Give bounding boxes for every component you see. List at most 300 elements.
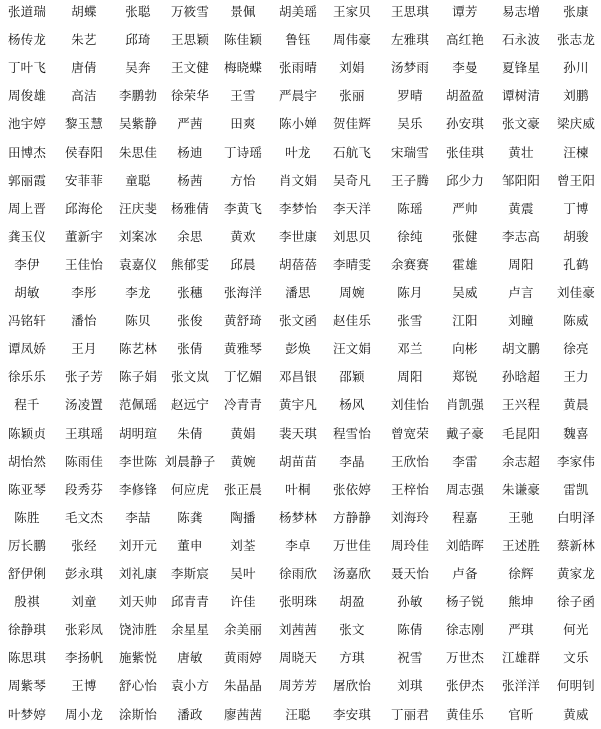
name-cell: 胡盈 xyxy=(339,594,365,610)
name-cell: 李世康 xyxy=(278,228,318,244)
name-cell: 黄雨婷 xyxy=(223,650,263,666)
name-cell: 左雅琪 xyxy=(390,32,430,48)
name-cell: 王文健 xyxy=(170,60,210,76)
name-cell: 白明泽 xyxy=(556,509,596,525)
name-cell: 吴乐 xyxy=(397,116,423,132)
name-cell: 杨雅倩 xyxy=(170,200,210,216)
name-cell: 王雪 xyxy=(230,88,256,104)
name-cell: 陈龚 xyxy=(177,509,203,525)
name-cell: 黄壮 xyxy=(508,144,534,160)
name-cell: 丁博 xyxy=(563,200,589,216)
name-cell: 黄雅琴 xyxy=(223,341,263,357)
name-cell: 段秀芬 xyxy=(64,481,104,497)
name-cell: 王梓怡 xyxy=(390,481,430,497)
name-cell: 徐荣华 xyxy=(170,88,210,104)
name-cell: 朱思佳 xyxy=(118,144,158,160)
name-cell: 程雪怡 xyxy=(332,425,372,441)
name-cell: 刘晨静子 xyxy=(164,453,216,469)
name-cell: 周婉 xyxy=(339,285,365,300)
name-cell: 刘娟 xyxy=(339,60,365,76)
name-cell: 杨传龙 xyxy=(7,32,47,48)
name-cell: 潘思 xyxy=(285,285,311,300)
name-cell: 陈亚琴 xyxy=(7,481,47,497)
name-row xyxy=(0,534,601,558)
name-cell: 陈月 xyxy=(397,285,423,300)
name-cell: 戴子豪 xyxy=(445,425,485,441)
name-cell: 饶沛胜 xyxy=(118,622,158,638)
name-cell: 张倩 xyxy=(177,341,203,357)
name-cell: 王博 xyxy=(71,678,97,694)
name-cell: 胡怡然 xyxy=(7,453,47,469)
name-cell: 朱艺 xyxy=(71,32,97,48)
name-row xyxy=(0,618,601,642)
name-cell: 徐乐乐 xyxy=(7,369,47,385)
name-row xyxy=(0,169,601,193)
name-cell: 孔鹤 xyxy=(563,256,589,272)
name-cell: 唐敏 xyxy=(177,650,203,666)
name-cell: 王琪瑶 xyxy=(64,425,104,441)
name-cell: 向彬 xyxy=(452,341,478,357)
name-cell: 侯春阳 xyxy=(64,144,104,160)
name-cell: 江阳 xyxy=(452,313,478,329)
name-cell: 严晨宇 xyxy=(278,88,318,104)
name-cell: 许佳 xyxy=(230,594,256,610)
name-cell: 周伟豪 xyxy=(332,32,372,48)
name-cell: 梁庆威 xyxy=(556,116,596,132)
name-row xyxy=(0,365,601,389)
name-cell: 黄震 xyxy=(508,200,534,216)
name-cell: 熊坤 xyxy=(508,594,534,610)
name-cell: 陈佳颖 xyxy=(223,32,263,48)
name-cell: 周上晋 xyxy=(7,200,47,216)
name-cell: 袁嘉仪 xyxy=(118,256,158,272)
name-row xyxy=(0,450,601,474)
name-cell: 田博杰 xyxy=(7,144,47,160)
name-cell: 胡蝶 xyxy=(71,4,97,19)
name-cell: 范佩瑶 xyxy=(118,397,158,413)
name-cell: 潘怡 xyxy=(71,313,97,329)
name-cell: 施紫悦 xyxy=(118,650,158,666)
name-cell: 黎玉慧 xyxy=(64,116,104,132)
name-cell: 潘政 xyxy=(177,706,203,722)
name-cell: 杨子锐 xyxy=(445,594,485,610)
name-cell: 张穗 xyxy=(177,285,203,300)
name-cell: 李扬帆 xyxy=(64,650,104,666)
name-cell: 刘海玲 xyxy=(390,509,430,525)
name-cell: 张彩凤 xyxy=(64,622,104,638)
name-cell: 方琪 xyxy=(339,650,365,666)
name-cell: 李志高 xyxy=(501,228,541,244)
name-cell: 雷凯 xyxy=(563,481,589,497)
name-cell: 吴奇凡 xyxy=(332,172,372,188)
name-cell: 袁小方 xyxy=(170,678,210,694)
name-row xyxy=(0,28,601,52)
name-cell: 刘琪 xyxy=(397,678,423,694)
name-cell: 唐倩 xyxy=(71,60,97,76)
name-cell: 王力 xyxy=(563,369,589,385)
name-cell: 张子芳 xyxy=(64,369,104,385)
name-cell: 张丽 xyxy=(339,88,365,104)
name-cell: 刘开元 xyxy=(118,537,158,553)
name-cell: 万世佳 xyxy=(332,537,372,553)
name-cell: 王兴程 xyxy=(501,397,541,413)
name-cell: 吴奔 xyxy=(125,60,151,76)
name-cell: 张依婷 xyxy=(332,481,372,497)
name-row xyxy=(0,590,601,614)
name-cell: 王子腾 xyxy=(390,172,430,188)
name-cell: 王佳怡 xyxy=(64,256,104,272)
name-row xyxy=(0,337,601,361)
name-cell: 廖茜茜 xyxy=(223,706,263,722)
name-cell: 汪庆斐 xyxy=(118,200,158,216)
name-cell: 聂天怡 xyxy=(390,566,430,581)
name-cell: 肖文娟 xyxy=(278,172,318,188)
name-cell: 张明珠 xyxy=(278,594,318,610)
name-cell: 江雄群 xyxy=(501,650,541,666)
name-cell: 祝雪 xyxy=(397,650,423,666)
name-cell: 罗晴 xyxy=(397,88,423,104)
name-cell: 张正晨 xyxy=(223,481,263,497)
name-cell: 徐雨欣 xyxy=(278,566,318,581)
name-cell: 童聪 xyxy=(125,172,151,188)
name-cell: 梅晓蝶 xyxy=(223,60,263,76)
name-cell: 殷祺 xyxy=(14,594,40,610)
name-row xyxy=(0,506,601,530)
name-cell: 曾宽荣 xyxy=(390,425,430,441)
name-cell: 徐子函 xyxy=(556,594,596,610)
name-cell: 张佳琪 xyxy=(445,144,485,160)
name-cell: 王欣怡 xyxy=(390,453,430,469)
name-row xyxy=(0,225,601,249)
name-cell: 程千 xyxy=(14,397,40,413)
name-cell: 官昕 xyxy=(508,706,534,722)
name-cell: 李彤 xyxy=(71,285,97,300)
name-cell: 涂斯怡 xyxy=(118,706,158,722)
name-cell: 胡苗苗 xyxy=(278,453,318,469)
name-cell: 徐辉 xyxy=(508,566,534,581)
name-cell: 严茜 xyxy=(177,116,203,132)
name-cell: 毛昆阳 xyxy=(501,425,541,441)
name-cell: 周志强 xyxy=(445,481,485,497)
name-cell: 曾王阳 xyxy=(556,172,596,188)
name-cell: 舒伊俐 xyxy=(7,566,47,581)
name-row xyxy=(0,646,601,670)
name-cell: 李鹏勃 xyxy=(118,88,158,104)
name-cell: 朱倩 xyxy=(177,425,203,441)
name-cell: 黄欢 xyxy=(230,228,256,244)
name-row xyxy=(0,84,601,108)
name-row xyxy=(0,562,601,586)
name-cell: 李晶 xyxy=(339,453,365,469)
name-cell: 景佩 xyxy=(230,4,256,19)
name-cell: 董新宇 xyxy=(64,228,104,244)
name-cell: 孙川 xyxy=(563,60,589,76)
name-cell: 周阳 xyxy=(508,256,534,272)
name-cell: 陈小婵 xyxy=(278,116,318,132)
name-cell: 丁叶飞 xyxy=(7,60,47,76)
name-cell: 张志龙 xyxy=(556,32,596,48)
name-cell: 刘瞳 xyxy=(508,313,534,329)
name-cell: 汤嘉欣 xyxy=(332,566,372,581)
name-cell: 吴紫静 xyxy=(118,116,158,132)
name-cell: 余赛赛 xyxy=(390,256,430,272)
name-cell: 黄舒琦 xyxy=(223,313,263,329)
name-cell: 屠欣怡 xyxy=(332,678,372,694)
name-cell: 叶龙 xyxy=(285,144,311,160)
name-cell: 余星星 xyxy=(170,622,210,638)
name-row xyxy=(0,674,601,698)
name-cell: 霍雄 xyxy=(452,256,478,272)
name-cell: 龚玉仪 xyxy=(7,228,47,244)
name-cell: 刘童 xyxy=(71,594,97,610)
name-cell: 陈倩 xyxy=(397,622,423,638)
name-cell: 杨迪 xyxy=(177,144,203,160)
name-cell: 方静静 xyxy=(332,509,372,525)
name-cell: 谭凤娇 xyxy=(7,341,47,357)
name-cell: 肖凯强 xyxy=(445,397,485,413)
name-cell: 邵颖 xyxy=(339,369,365,385)
name-cell: 陈贝 xyxy=(125,313,151,329)
name-cell: 李曼 xyxy=(452,60,478,76)
name-cell: 李世陈 xyxy=(118,453,158,469)
name-cell: 张文 xyxy=(339,622,365,638)
name-cell: 黄娟 xyxy=(230,425,256,441)
name-row xyxy=(0,281,601,305)
name-row xyxy=(0,478,601,502)
name-cell: 谭芳 xyxy=(452,4,478,19)
name-cell: 陈威 xyxy=(563,313,589,329)
name-cell: 毛文杰 xyxy=(64,509,104,525)
name-cell: 冷青青 xyxy=(223,397,263,413)
name-cell: 周阳 xyxy=(397,369,423,385)
name-cell: 刘礼康 xyxy=(118,566,158,581)
name-cell: 邱青青 xyxy=(170,594,210,610)
name-row xyxy=(0,141,601,165)
name-cell: 胡敏 xyxy=(14,285,40,300)
name-cell: 李修锋 xyxy=(118,481,158,497)
name-cell: 万筱雪 xyxy=(170,4,210,19)
name-cell: 孙晗超 xyxy=(501,369,541,385)
name-cell: 刘茜茜 xyxy=(278,622,318,638)
name-cell: 石航飞 xyxy=(332,144,372,160)
name-cell: 田爽 xyxy=(230,116,256,132)
name-row xyxy=(0,253,601,277)
name-cell: 刘案冰 xyxy=(118,228,158,244)
name-cell: 鲁钰 xyxy=(285,32,311,48)
name-cell: 杨茜 xyxy=(177,172,203,188)
name-cell: 张经 xyxy=(71,537,97,553)
name-cell: 邱琦 xyxy=(125,32,151,48)
name-cell: 刘鹏 xyxy=(563,88,589,104)
name-cell: 周紫琴 xyxy=(7,678,47,694)
name-cell: 周俊雄 xyxy=(7,88,47,104)
name-cell: 周玲佳 xyxy=(390,537,430,553)
name-cell: 舒心怡 xyxy=(118,678,158,694)
name-cell: 刘皓晖 xyxy=(445,537,485,553)
name-cell: 董申 xyxy=(177,537,203,553)
name-cell: 李卓 xyxy=(285,537,311,553)
name-cell: 胡美瑶 xyxy=(278,4,318,19)
name-cell: 周小龙 xyxy=(64,706,104,722)
name-cell: 张健 xyxy=(452,228,478,244)
name-cell: 张文函 xyxy=(278,313,318,329)
name-cell: 郑锐 xyxy=(452,369,478,385)
name-cell: 胡文鹏 xyxy=(501,341,541,357)
name-cell: 刘荃 xyxy=(230,537,256,553)
name-cell: 池宇婷 xyxy=(7,116,47,132)
name-cell: 李雷 xyxy=(452,453,478,469)
name-cell: 陈胜 xyxy=(14,509,40,525)
name-cell: 丁诗瑶 xyxy=(223,144,263,160)
name-cell: 何光 xyxy=(563,622,589,638)
name-cell: 王月 xyxy=(71,341,97,357)
name-cell: 刘佳怡 xyxy=(390,397,430,413)
name-cell: 杨风 xyxy=(339,397,365,413)
name-cell: 张文豪 xyxy=(501,116,541,132)
name-cell: 刘天帅 xyxy=(118,594,158,610)
name-cell: 叶桐 xyxy=(285,481,311,497)
name-cell: 陈瑶 xyxy=(397,200,423,216)
name-cell: 张伊杰 xyxy=(445,678,485,694)
name-cell: 徐静琪 xyxy=(7,622,47,638)
name-cell: 彭焕 xyxy=(285,341,311,357)
name-cell: 邓兰 xyxy=(397,341,423,357)
name-cell: 李龙 xyxy=(125,285,151,300)
name-cell: 王驰 xyxy=(508,509,534,525)
name-cell: 万世杰 xyxy=(445,650,485,666)
name-cell: 贺佳辉 xyxy=(332,116,372,132)
name-cell: 何明钊 xyxy=(556,678,596,694)
name-cell: 李天洋 xyxy=(332,200,372,216)
name-cell: 安菲菲 xyxy=(64,172,104,188)
name-cell: 卢备 xyxy=(452,566,478,581)
name-cell: 邱海伦 xyxy=(64,200,104,216)
name-cell: 叶梦婷 xyxy=(7,706,47,722)
name-cell: 邱晨 xyxy=(230,256,256,272)
name-cell: 张康 xyxy=(563,4,589,19)
name-cell: 黄晨 xyxy=(563,397,589,413)
name-cell: 高红艳 xyxy=(445,32,485,48)
name-cell: 孙敏 xyxy=(397,594,423,610)
name-cell: 吴叶 xyxy=(230,566,256,581)
name-cell: 汤凌置 xyxy=(64,397,104,413)
name-cell: 张聪 xyxy=(125,4,151,19)
name-cell: 王述胜 xyxy=(501,537,541,553)
name-row xyxy=(0,422,601,446)
name-cell: 石永波 xyxy=(501,32,541,48)
name-cell: 周晓天 xyxy=(278,650,318,666)
name-cell: 冯铭轩 xyxy=(7,313,47,329)
name-cell: 王家贝 xyxy=(332,4,372,19)
name-cell: 王思琪 xyxy=(390,4,430,19)
name-cell: 张雪 xyxy=(397,313,423,329)
name-cell: 李晴雯 xyxy=(332,256,372,272)
name-cell: 程嘉 xyxy=(452,509,478,525)
name-cell: 邓昌银 xyxy=(278,369,318,385)
name-cell: 何应虎 xyxy=(170,481,210,497)
name-row xyxy=(0,112,601,136)
name-cell: 赵远宁 xyxy=(170,397,210,413)
name-cell: 文乐 xyxy=(563,650,589,666)
name-row xyxy=(0,309,601,333)
name-cell: 黄宇凡 xyxy=(278,397,318,413)
name-cell: 汤梦雨 xyxy=(390,60,430,76)
name-cell: 陶播 xyxy=(230,509,256,525)
name-cell: 王思颖 xyxy=(170,32,210,48)
name-cell: 徐纯 xyxy=(397,228,423,244)
name-cell: 张洋洋 xyxy=(501,678,541,694)
name-cell: 徐志刚 xyxy=(445,622,485,638)
name-cell: 李梦怡 xyxy=(278,200,318,216)
name-row xyxy=(0,0,601,24)
name-cell: 陈艺林 xyxy=(118,341,158,357)
name-cell: 陈颖贞 xyxy=(7,425,47,441)
name-cell: 黄家龙 xyxy=(556,566,596,581)
name-row xyxy=(0,56,601,80)
name-cell: 吴威 xyxy=(452,285,478,300)
name-cell: 余志超 xyxy=(501,453,541,469)
name-cell: 余思 xyxy=(177,228,203,244)
name-cell: 李伊 xyxy=(14,256,40,272)
name-cell: 张海洋 xyxy=(223,285,263,300)
name-row xyxy=(0,703,601,727)
name-cell: 谭树清 xyxy=(501,88,541,104)
name-cell: 李黄飞 xyxy=(223,200,263,216)
name-cell: 方怡 xyxy=(230,172,256,188)
name-cell: 陈思琪 xyxy=(7,650,47,666)
name-cell: 汪文娟 xyxy=(332,341,372,357)
name-cell: 蔡新林 xyxy=(556,537,596,553)
name-cell: 朱晶晶 xyxy=(223,678,263,694)
name-cell: 赵佳乐 xyxy=(332,313,372,329)
name-cell: 宋瑞雪 xyxy=(390,144,430,160)
name-cell: 张雨晴 xyxy=(278,60,318,76)
name-cell: 李家伟 xyxy=(556,453,596,469)
name-cell: 夏锋星 xyxy=(501,60,541,76)
name-cell: 刘佳豪 xyxy=(556,285,596,300)
name-cell: 汪楝 xyxy=(563,144,589,160)
name-cell: 卢言 xyxy=(508,285,534,300)
name-cell: 邱少力 xyxy=(445,172,485,188)
name-cell: 孙安琪 xyxy=(445,116,485,132)
name-cell: 邹阳阳 xyxy=(501,172,541,188)
name-row xyxy=(0,393,601,417)
name-row xyxy=(0,197,601,221)
name-cell: 胡骏 xyxy=(563,228,589,244)
name-cell: 黄婉 xyxy=(230,453,256,469)
name-cell: 陈子娟 xyxy=(118,369,158,385)
name-cell: 李安琪 xyxy=(332,706,372,722)
name-cell: 张俊 xyxy=(177,313,203,329)
name-cell: 魏喜 xyxy=(563,425,589,441)
name-cell: 李喆 xyxy=(125,509,151,525)
name-cell: 张文岚 xyxy=(170,369,210,385)
name-cell: 高洁 xyxy=(71,88,97,104)
name-cell: 李斯宸 xyxy=(170,566,210,581)
name-cell: 丁忆媚 xyxy=(223,369,263,385)
name-cell: 徐亮 xyxy=(563,341,589,357)
name-cell: 刘思贝 xyxy=(332,228,372,244)
name-cell: 周芳芳 xyxy=(278,678,318,694)
name-cell: 黄威 xyxy=(563,706,589,722)
name-cell: 余美丽 xyxy=(223,622,263,638)
name-cell: 郭丽霞 xyxy=(7,172,47,188)
name-cell: 杨梦林 xyxy=(278,509,318,525)
name-cell: 丁丽君 xyxy=(390,706,430,722)
name-cell: 胡明瑄 xyxy=(118,425,158,441)
name-cell: 黄佳乐 xyxy=(445,706,485,722)
name-cell: 彭永琪 xyxy=(64,566,104,581)
